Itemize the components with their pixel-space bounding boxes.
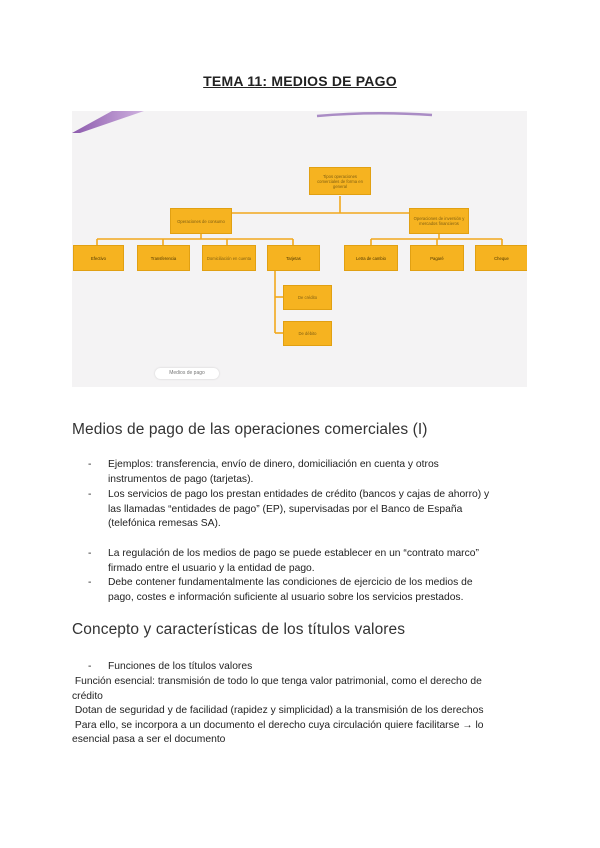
child-label: Tarjetas — [286, 255, 301, 261]
root-label: Tipos operaciones comerciales de forma en general — [317, 173, 363, 189]
child-box-efectivo — [73, 245, 124, 271]
bullet-line: las llamadas “entidades de pago” (EP), supervisadas por el Banco de España — [108, 503, 463, 515]
body-line: crédito — [72, 690, 103, 702]
root-box — [309, 167, 371, 195]
bullet-line: La regulación de los medios de pago se puede establecer en un “contrato marco” — [108, 548, 479, 559]
child-box-domiciliacion — [202, 245, 256, 271]
tarjeta-credito-label: De crédito — [297, 295, 318, 300]
right-parent-label: Operaciones de inversión y mercados financieros — [413, 216, 465, 226]
bullet-text — [108, 488, 528, 532]
child-label: Cheque — [494, 255, 509, 261]
page-title: TEMA 11: MEDIOS DE PAGO — [203, 73, 397, 89]
child-label: Pagaré — [430, 255, 444, 261]
bullet-line: Ejemplos: transferencia, envío de dinero, domiciliación en cuenta y otros — [108, 459, 439, 470]
bullet-text — [108, 547, 528, 576]
decor-swoosh-left — [72, 111, 144, 133]
diagram-caption: Medios de pago — [155, 368, 219, 379]
section1-heading: Medios de pago de las operaciones comerciales (I) — [72, 421, 428, 438]
body-line: Función esencial: transmisión de todo lo que tenga valor patrimonial, como el derecho de — [72, 676, 482, 687]
left-parent-box — [170, 208, 232, 234]
child-label: Transferencia — [150, 255, 177, 261]
tarjeta-debito-label: De débito — [298, 331, 317, 336]
bullet-dash: - — [88, 459, 92, 470]
tarjeta-credito-box — [283, 285, 332, 310]
section2-body — [72, 675, 527, 748]
body-line: Para ello, se incorpora a un documento el derecho cuya circulación quiere facilitarse → lo — [72, 719, 484, 731]
bullet-line: instrumentos de pago (tarjetas). — [108, 473, 254, 485]
child-label: Efectivo — [91, 255, 106, 261]
decor-swoosh-top — [317, 113, 432, 116]
child-box-tarjetas — [267, 245, 320, 271]
child-box-cheque — [475, 245, 527, 271]
body-line: Dotan de seguridad y de facilidad (rapidez y simplicidad) a la transmisión de los derechos — [72, 705, 484, 716]
left-parent-label: Operaciones de consumo — [177, 218, 225, 224]
bullet-line: pago, costes e información suficiente al usuario sobre los servicios prestados. — [108, 591, 464, 603]
bullet-text — [108, 458, 528, 487]
body-line: esencial pasa a ser el documento — [72, 734, 226, 745]
bullet-line: (telefónica remesas SA). — [108, 518, 221, 529]
tarjeta-debito-box — [283, 321, 332, 346]
bullet-dash: - — [88, 661, 92, 672]
child-label: Letra de cambio — [355, 255, 387, 261]
bullet-text: Funciones de los títulos valores — [108, 661, 253, 672]
bullet-line: Debe contener fundamentalmente las condiciones de ejercicio de los medios de — [108, 577, 473, 588]
bullet-dash: - — [88, 548, 92, 559]
section2-heading: Concepto y características de los títulos valores — [72, 621, 406, 638]
bullet-line: firmado entre el usuario y la entidad de pago. — [108, 562, 315, 574]
bullet-dash: - — [88, 489, 92, 500]
bullet-dash: - — [88, 577, 92, 588]
child-label: Domiciliación en cuenta — [206, 255, 252, 261]
right-parent-box — [409, 208, 469, 234]
bullet-line: Los servicios de pago los prestan entidades de crédito (bancos y cajas de ahorro) y — [108, 489, 490, 500]
bullet-text — [108, 576, 528, 605]
child-box-transferencia — [137, 245, 190, 271]
payment-methods-diagram — [72, 111, 527, 387]
child-box-pagare — [410, 245, 464, 271]
child-box-letra — [344, 245, 398, 271]
